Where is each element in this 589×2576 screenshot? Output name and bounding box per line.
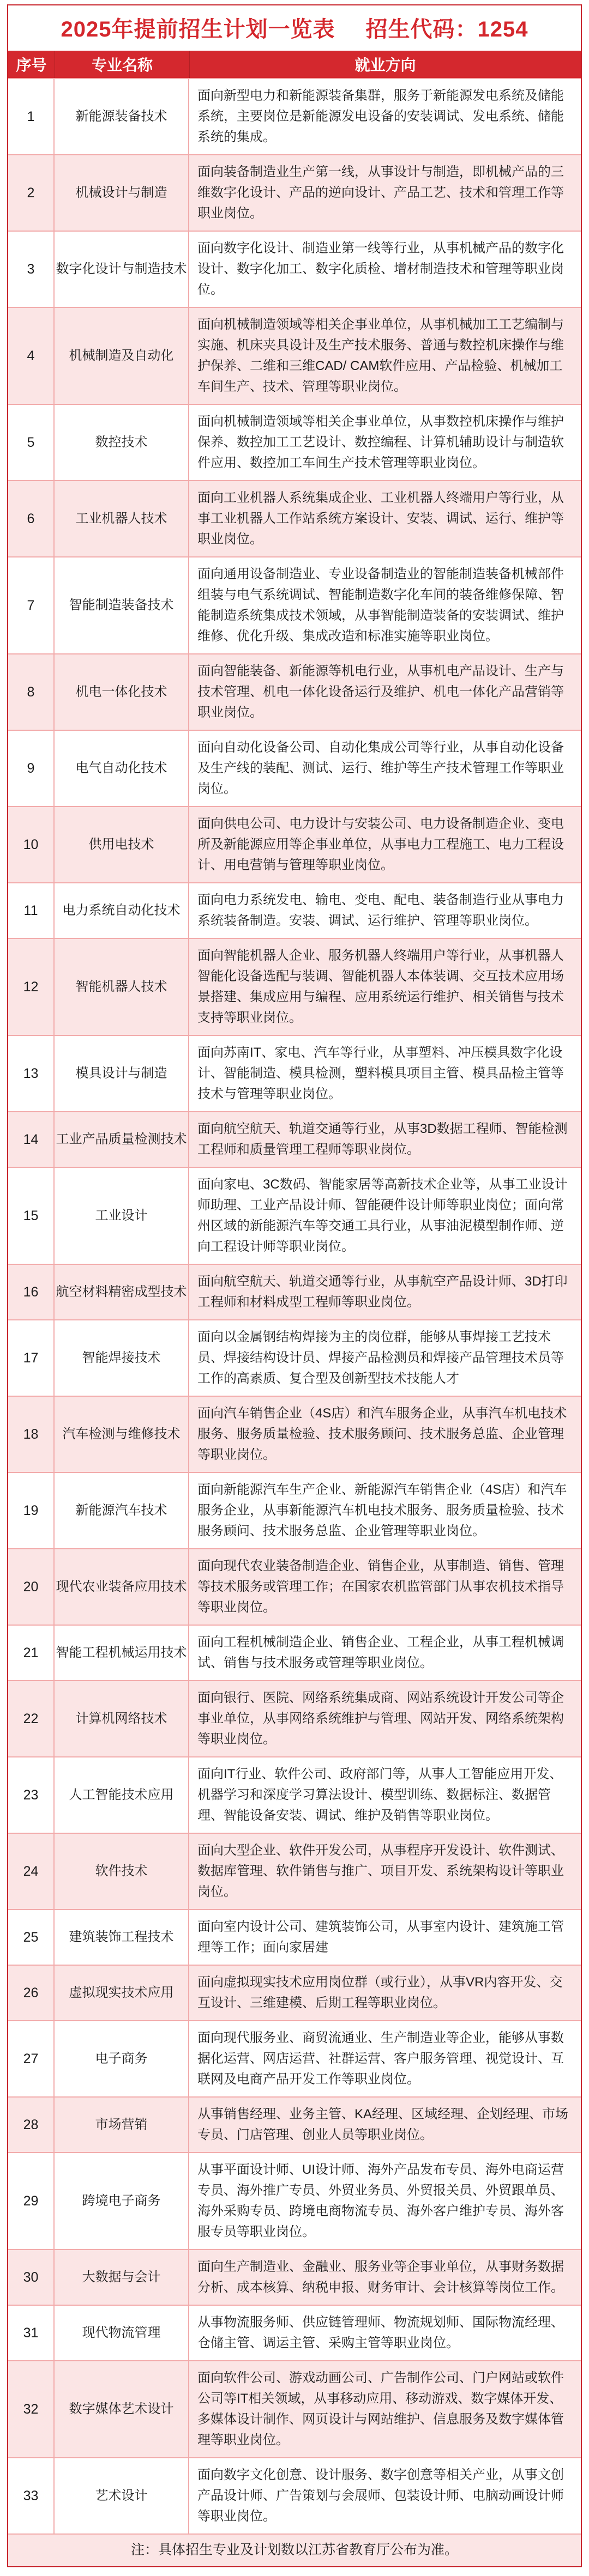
major-name-cell: 智能工程机械运用技术 <box>55 1626 189 1680</box>
direction-cell: 面向工程机械制造企业、销售企业、工程企业，从事工程机械调试、销售与技术服务或管理等职业岗位。 <box>197 1635 564 1670</box>
row-number-cell: 31 <box>8 2306 55 2360</box>
row-number-cell: 12 <box>8 939 55 1035</box>
direction-cell: 面向虚拟现实技术应用岗位群（或行业），从事VR内容开发、交互设计、三维建模、后期工程等职业岗位。 <box>197 1975 563 2010</box>
row-number-cell: 24 <box>8 1834 55 1909</box>
major-name-cell: 电子商务 <box>55 2021 189 2096</box>
row-number-cell: 9 <box>8 731 55 806</box>
row-number-cell: 20 <box>8 1549 55 1625</box>
row-number-cell: 25 <box>8 1910 55 1965</box>
row-number-cell: 11 <box>8 883 55 938</box>
table-row <box>8 1756 581 1833</box>
row-number-cell: 15 <box>8 1168 55 1264</box>
table-row <box>8 2249 581 2305</box>
row-number-cell: 21 <box>8 1626 55 1680</box>
direction-cell: 面向现代服务业、商贸流通业、生产制造业等企业，能够从事数据化运营、网店运营、社群运营、客户服务管理、视觉设计、互联网及电商产品开发工作等职业岗位。 <box>197 2031 564 2087</box>
note-text: 注：具体招生专业及计划数以江苏省教育厅公布为准。 <box>130 2542 458 2557</box>
row-number-cell: 22 <box>8 1681 55 1756</box>
table-row <box>8 1264 581 1319</box>
table-title <box>8 5 581 51</box>
major-name-cell: 现代农业装备应用技术 <box>55 1549 189 1625</box>
direction-cell: 面向数字化设计、制造业第一线等行业，从事机械产品的数字化设计、数字化加工、数字化质检、增材制造技术和管理等职业岗位。 <box>197 241 564 297</box>
major-name-cell: 计算机网络技术 <box>55 1681 189 1756</box>
admissions-table <box>7 4 582 2567</box>
major-name-cell: 软件技术 <box>55 1834 189 1909</box>
direction-cell: 面向生产制造业、金融业、服务业等企事业单位，从事财务数据分析、成本核算、纳税申报、财务审计、会计核算等岗位工作。 <box>197 2259 564 2295</box>
direction-cell: 面向供电公司、电力设计与安装公司、电力设备制造企业、变电所及新能源应用等企事业单位，从事电力工程施工、电力工程设计、用电营销与管理等职业岗位。 <box>197 816 564 872</box>
row-number-cell: 14 <box>8 1112 55 1167</box>
major-name-cell: 大数据与会计 <box>55 2250 189 2305</box>
major-name-cell: 模具设计与制造 <box>55 1036 189 1111</box>
direction-cell: 面向软件公司、游戏动画公司、广告制作公司、门户网站或软件公司等IT相关领域，从事移动应用、移动游戏、数字媒体开发、多媒体设计制作、网页设计与网站维护、信息服务及数字媒体管理等职业岗位。 <box>197 2371 564 2447</box>
major-name-cell: 数控技术 <box>55 405 189 480</box>
direction-cell: 面向苏南IT、家电、汽车等行业，从事塑料、冲压模具数字化设计、智能制造、模具检测，塑料模具项目主管、模具品检主管等技术与管理等职业岗位。 <box>197 1045 564 1101</box>
table-row <box>8 653 581 730</box>
major-name-cell: 工业机器人技术 <box>55 481 189 556</box>
major-name-cell: 电力系统自动化技术 <box>55 883 189 938</box>
major-name-cell: 新能源汽车技术 <box>55 1473 189 1548</box>
table-row <box>8 938 581 1035</box>
note-row <box>8 2533 581 2566</box>
table-row <box>8 480 581 556</box>
direction-cell: 面向IT行业、软件公司、政府部门等，从事人工智能应用开发、机器学习和深度学习算法设计、模型训练、数据标注、数据管理、智能设备安装、调试、维护及销售等职业岗位。 <box>197 1767 563 1823</box>
major-name-cell: 智能焊接技术 <box>55 1320 189 1396</box>
direction-cell: 面向装备制造业生产第一线，从事设计与制造，即机械产品的三维数字化设计、产品的逆向设计、产品工艺、技术和管理工作等职业岗位。 <box>197 165 564 221</box>
row-number-cell: 13 <box>8 1036 55 1111</box>
row-number-cell: 8 <box>8 654 55 730</box>
column-header-direction: 就业方向 <box>189 51 581 78</box>
major-name-cell: 工业产品质量检测技术 <box>55 1112 189 1167</box>
major-name-cell: 航空材料精密成型技术 <box>55 1265 189 1319</box>
row-number-cell: 2 <box>8 155 55 231</box>
direction-cell: 面向室内设计公司、建筑装饰公司，从事室内设计、建筑施工管理等工作；面向家居建 <box>197 1919 564 1955</box>
direction-cell: 面向工业机器人系统集成企业、工业机器人终端用户等行业，从事工业机器人工作站系统方案设计、安装、调试、运行、维护等职业岗位。 <box>197 490 564 547</box>
row-number-cell: 7 <box>8 557 55 653</box>
major-name-cell: 汽车检测与维修技术 <box>55 1397 189 1472</box>
row-number-cell: 27 <box>8 2021 55 2096</box>
direction-cell: 面向通用设备制造业、专业设备制造业的智能制造装备机械部件组装与电气系统调试、智能制造数字化车间的装备维修保障、智能制造系统集成技术领域，从事智能制造装备的安装调试、维护维修、优化升级、集成改造和标准实施等职业岗位。 <box>197 567 564 644</box>
table-row <box>8 307 581 404</box>
row-number-cell: 32 <box>8 2361 55 2457</box>
table-row <box>8 404 581 480</box>
table-row <box>8 556 581 653</box>
table-row <box>8 730 581 806</box>
row-number-cell: 1 <box>8 79 55 154</box>
table-row <box>8 1472 581 1548</box>
table-row <box>8 2096 581 2152</box>
major-name-cell: 跨境电子商务 <box>55 2153 189 2249</box>
direction-cell: 面向大型企业、软件开发公司，从事程序开发设计、软件测试、数据库管理、软件销售与推广、项目开发、系统架构设计等职业岗位。 <box>197 1843 564 1899</box>
row-number-cell: 17 <box>8 1320 55 1396</box>
direction-cell: 面向银行、医院、网络系统集成商、网站系统设计开发公司等企事业单位，从事网络系统维护与管理、网站开发、网络系统架构等职业岗位。 <box>197 1690 564 1747</box>
direction-cell: 面向航空航天、轨道交通等行业，从事3D数据工程师、智能检测工程师和质量管理工程师等职业岗位。 <box>197 1122 568 1157</box>
table-row <box>8 806 581 882</box>
major-name-cell: 数字媒体艺术设计 <box>55 2361 189 2457</box>
table-body <box>8 78 581 2533</box>
column-header-major: 专业名称 <box>55 51 189 78</box>
table-row <box>8 1319 581 1396</box>
direction-cell: 面向航空航天、轨道交通等行业，从事航空产品设计师、3D打印工程师和材料成型工程师等职业岗位。 <box>197 1274 568 1310</box>
major-name-cell: 机电一体化技术 <box>55 654 189 730</box>
table-row <box>8 1396 581 1472</box>
table-row <box>8 231 581 307</box>
table-row <box>8 1625 581 1680</box>
major-name-cell: 电气自动化技术 <box>55 731 189 806</box>
column-header-no: 序号 <box>16 57 47 74</box>
direction-cell: 面向电力系统发电、输电、变电、配电、装备制造行业从事电力系统装备制造。安装、调试、运行维护、管理等职业岗位。 <box>197 893 564 928</box>
row-number-cell: 6 <box>8 481 55 556</box>
major-name-cell: 艺术设计 <box>55 2458 189 2533</box>
direction-cell: 面向机械制造领域等相关企事业单位，从事机械加工工艺编制与实施、机床夹具设计及生产技术服务、普通与数控机床操作与维护保养、二维和三维CAD/ CAM软件应用、产品检验、机械加工车间生产、技术、管理等职业岗位。 <box>197 317 564 394</box>
table-row <box>8 78 581 154</box>
direction-cell: 面向数字文化创意、设计服务、数字创意等相关产业，从事文创产品设计师、广告策划与会展师、包装设计师、电脑动画设计师等职业岗位。 <box>197 2468 564 2524</box>
row-number-cell: 16 <box>8 1265 55 1319</box>
row-number-cell: 33 <box>8 2458 55 2533</box>
row-number-cell: 29 <box>8 2153 55 2249</box>
table-row <box>8 1035 581 1111</box>
direction-cell: 从事销售经理、业务主管、KA经理、区域经理、企划经理、市场专员、门店管理、创业人员等职业岗位。 <box>197 2107 569 2142</box>
table-row <box>8 2305 581 2360</box>
major-name-cell: 供用电技术 <box>55 807 189 882</box>
table-row <box>8 1548 581 1625</box>
direction-cell: 面向智能机器人企业、服务机器人终端用户等行业，从事机器人智能化设备选配与装调、智能机器人本体装调、交互技术应用场景搭建、集成应用与编程、应用系统运行维护、相关销售与技术支持等职业岗位。 <box>197 948 564 1025</box>
major-name-cell: 数字化设计与制造技术 <box>55 232 189 307</box>
direction-cell: 面向汽车销售企业（4S店）和汽车服务企业，从事汽车机电技术服务、服务质量检验、技术服务顾问、技术服务总监、企业管理等职业岗位。 <box>197 1406 567 1462</box>
direction-cell: 面向自动化设备公司、自动化集成公司等行业，从事自动化设备及生产线的装配、测试、运行、维护等生产技术管理工作等职业岗位。 <box>197 740 564 796</box>
row-number-cell: 23 <box>8 1757 55 1833</box>
major-name-cell: 智能制造装备技术 <box>55 557 189 653</box>
row-number-cell: 10 <box>8 807 55 882</box>
direction-cell: 从事平面设计师、UI设计师、海外产品发布专员、海外电商运营专员、海外推广专员、外贸业务员、外贸报关员、外贸跟单员、海外采购专员、跨境电商物流专员、海外客户维护专员、海外客服专员等职业岗位。 <box>197 2162 564 2239</box>
major-name-cell: 现代物流管理 <box>55 2306 189 2360</box>
table-row <box>8 2360 581 2457</box>
row-number-cell: 4 <box>8 308 55 404</box>
row-number-cell: 3 <box>8 232 55 307</box>
major-name-cell: 智能机器人技术 <box>55 939 189 1035</box>
direction-cell: 面向机械制造领域等相关企事业单位，从事数控机床操作与维护保养、数控加工工艺设计、数控编程、计算机辅助设计与制造软件应用、数控加工车间生产技术管理等职业岗位。 <box>197 414 564 470</box>
title-text: 2025年提前招生计划一览表 <box>61 17 335 41</box>
direction-cell: 面向以金属钢结构焊接为主的岗位群，能够从事焊接工艺技术员、焊接结构设计员、焊接产品检测员和焊接产品管理技术员等工作的高素质、复合型及创新型技术技能人才 <box>197 1330 564 1386</box>
row-number-cell: 26 <box>8 1966 55 2020</box>
row-number-cell: 30 <box>8 2250 55 2305</box>
header-row <box>8 51 581 78</box>
table-row <box>8 1909 581 1965</box>
table-row <box>8 1680 581 1756</box>
major-name-cell: 机械设计与制造 <box>55 155 189 231</box>
direction-cell: 面向现代农业装备制造企业、销售企业，从事制造、销售、管理等技术服务或管理工作；在国家农机监管部门从事农机技术指导等职业岗位。 <box>197 1559 564 1615</box>
major-name-cell: 虚拟现实技术应用 <box>55 1966 189 2020</box>
table-row <box>8 2457 581 2533</box>
major-name-cell: 机械制造及自动化 <box>55 308 189 404</box>
table-row <box>8 154 581 231</box>
table-row <box>8 882 581 938</box>
admission-code: 招生代码：1254 <box>365 17 528 41</box>
direction-cell: 面向新能源汽车生产企业、新能源汽车销售企业（4S店）和汽车服务企业，从事新能源汽车机电技术服务、服务质量检验、技术服务顾问、技术服务总监、企业管理等职业岗位。 <box>197 1482 567 1538</box>
table-row <box>8 2020 581 2096</box>
major-name-cell: 建筑装饰工程技术 <box>55 1910 189 1965</box>
row-number-cell: 28 <box>8 2098 55 2152</box>
row-number-cell: 18 <box>8 1397 55 1472</box>
table-row <box>8 1167 581 1264</box>
table-row <box>8 1833 581 1909</box>
table-row <box>8 2152 581 2249</box>
direction-cell: 面向智能装备、新能源等机电行业，从事机电产品设计、生产与技术管理、机电一体化设备运行及维护、机电一体化产品营销等职业岗位。 <box>197 664 564 720</box>
major-name-cell: 新能源装备技术 <box>55 79 189 154</box>
direction-cell: 从事物流服务师、供应链管理师、物流规划师、国际物流经理、仓储主管、调运主管、采购主管等职业岗位。 <box>197 2315 564 2350</box>
row-number-cell: 5 <box>8 405 55 480</box>
major-name-cell: 人工智能技术应用 <box>55 1757 189 1833</box>
major-name-cell: 工业设计 <box>55 1168 189 1264</box>
row-number-cell: 19 <box>8 1473 55 1548</box>
table-row <box>8 1965 581 2020</box>
direction-cell: 面向家电、3C数码、智能家居等高新技术企业等，从事工业设计师助理、工业产品设计师、智能硬件设计师等职业岗位；面向常州区域的新能源汽车等交通工具行业，从事油泥模型制作师、逆向工程设计师等职业岗位。 <box>197 1177 568 1254</box>
table-row <box>8 1111 581 1167</box>
direction-cell: 面向新型电力和新能源装备集群，服务于新能源发电系统及储能系统，主要岗位是新能源发电设备的安装调试、发电系统、储能系统的集成。 <box>197 88 564 144</box>
major-name-cell: 市场营销 <box>55 2098 189 2152</box>
